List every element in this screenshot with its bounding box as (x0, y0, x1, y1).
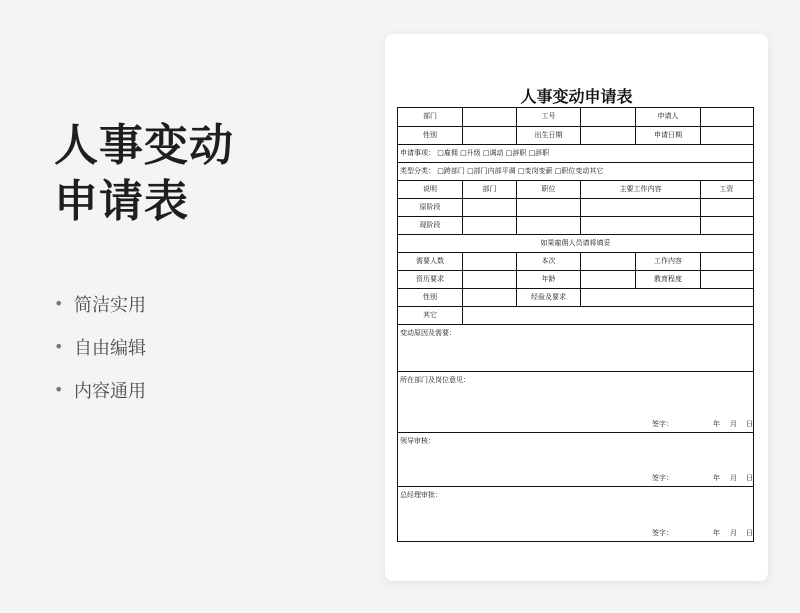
table-cell: 经验及要求 (516, 289, 580, 306)
table-cell: 现阶段 (419, 221, 441, 229)
bullet-icon: • (54, 294, 64, 313)
table-cell (700, 271, 752, 288)
day-label: 日 (746, 420, 753, 428)
leader-review-label: 领导审核： (400, 437, 435, 445)
table-row (398, 270, 753, 288)
document-title: 人事变动申请表 (520, 87, 633, 106)
table-cell (580, 127, 635, 144)
table-cell: 需要人数 (416, 257, 444, 265)
day-label: 日 (746, 529, 753, 537)
change-type-cell: 类型分类： □跨部门 □部门内部平调 □变岗变薪 □职位变动其它 (400, 167, 604, 175)
table-row (398, 234, 753, 252)
hero-title-line1: 人事变动 (54, 120, 234, 171)
table-cell: 工号 (516, 108, 580, 126)
table-row (398, 162, 753, 180)
table-cell: 原阶段 (419, 203, 441, 211)
sign-label: 签字： (652, 420, 673, 428)
reason-block (398, 324, 753, 371)
table-cell: 本次 (516, 253, 580, 270)
table-header-cell: 职位 (516, 181, 580, 198)
table-cell: 其它 (423, 311, 437, 319)
table-cell (462, 127, 516, 144)
table-cell (580, 108, 635, 126)
form-table (397, 107, 754, 542)
sign-label: 签字： (652, 529, 673, 537)
table-header-cell: 主要工作内容 (580, 181, 700, 198)
table-cell: 工作内容 (635, 253, 700, 270)
table-cell: 申请日期 (635, 127, 700, 144)
table-row (398, 252, 753, 270)
table-cell (700, 253, 752, 270)
feature-item (54, 368, 146, 411)
dept-opinion-block (398, 371, 753, 432)
table-cell (580, 271, 635, 288)
feature-label: 简洁实用 (74, 294, 146, 316)
table-cell (462, 271, 516, 288)
year-label: 年 (713, 420, 720, 428)
gm-approval-label: 总经理审批： (400, 491, 442, 499)
day-label: 日 (746, 474, 753, 482)
table-cell (580, 217, 700, 234)
feature-list (54, 282, 146, 411)
table-cell: 年龄 (516, 271, 580, 288)
feature-item (54, 325, 146, 368)
table-cell (462, 307, 752, 324)
feature-item (54, 282, 146, 325)
feature-label: 自由编辑 (74, 337, 146, 359)
table-cell (700, 108, 752, 126)
table-cell: 性别 (423, 293, 437, 301)
hero-title-line2: 申请表 (54, 176, 189, 227)
hire-note-cell: 如果雇佣人员请将填妥 (540, 239, 611, 247)
table-cell: 部门 (423, 112, 437, 120)
table-cell (462, 253, 516, 270)
table-header-cell: 工资 (700, 181, 752, 198)
signature-line (398, 473, 753, 483)
table-row (398, 306, 753, 324)
table-row (398, 108, 753, 126)
apply-items-cell: 申请事项： □雇佣 □升级 □调动 □辞职 □辞职 (400, 149, 550, 157)
table-row (398, 144, 753, 162)
table-cell: 出生日期 (516, 127, 580, 144)
signature-line (398, 419, 753, 429)
table-cell (580, 253, 635, 270)
table-cell (516, 199, 580, 216)
table-cell (700, 127, 752, 144)
table-cell (580, 199, 700, 216)
table-cell: 资历要求 (416, 275, 444, 283)
table-cell: 申请人 (635, 108, 700, 126)
table-cell (462, 108, 516, 126)
table-row (398, 288, 753, 306)
leader-review-block (398, 432, 753, 486)
table-cell (462, 289, 516, 306)
dept-opinion-label: 所在部门及岗位意见： (400, 376, 470, 384)
signature-line (398, 528, 753, 538)
table-cell (580, 289, 752, 306)
table-row (398, 198, 753, 216)
year-label: 年 (713, 529, 720, 537)
table-row (398, 180, 753, 198)
bullet-icon: • (54, 337, 64, 356)
table-row (398, 216, 753, 234)
table-cell (700, 217, 752, 234)
table-cell: 教育程度 (635, 271, 700, 288)
table-cell (462, 217, 516, 234)
month-label: 月 (730, 474, 737, 482)
feature-label: 内容通用 (74, 380, 146, 402)
gm-approval-block (398, 486, 753, 541)
bullet-icon: • (54, 380, 64, 399)
month-label: 月 (730, 420, 737, 428)
table-cell: 性别 (423, 131, 437, 139)
reason-label: 变动原因及需要： (400, 329, 456, 337)
month-label: 月 (730, 529, 737, 537)
year-label: 年 (713, 474, 720, 482)
table-header-cell: 说明 (423, 185, 437, 193)
table-header-cell: 部门 (462, 181, 516, 198)
table-row (398, 126, 753, 144)
sign-label: 签字： (652, 474, 673, 482)
table-cell (700, 199, 752, 216)
hero-title (54, 118, 234, 230)
table-cell (462, 199, 516, 216)
table-cell (516, 217, 580, 234)
